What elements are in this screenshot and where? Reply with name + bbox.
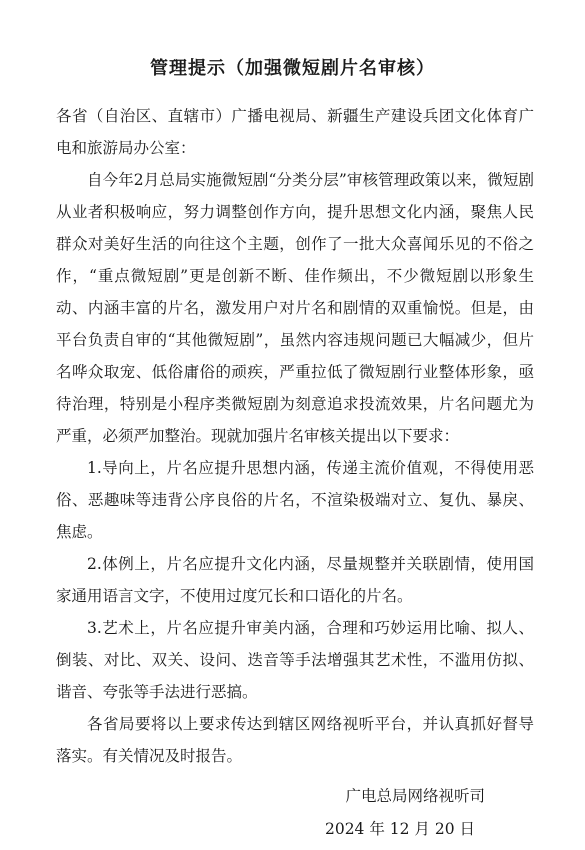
paragraph-requirement-3: 3.艺术上，片名应提升审美内涵，合理和巧妙运用比喻、拟人、倒装、对比、双关、设问、迭音等手法增强其艺术性，不滥用仿拟、谐音、夸张等手法进行恶搞。 bbox=[56, 619, 534, 701]
paragraph-closing: 各省局要将以上要求传达到辖区网络视听平台，并认真抓好督导落实。有关情况及时报告。 bbox=[56, 715, 534, 765]
paragraph-requirement-1: 1.导向上，片名应提升思想内涵，传递主流价值观，不得使用恶俗、恶趣味等违背公序良俗的片名，不渲染极端对立、复仇、暴戾、焦虑。 bbox=[56, 459, 534, 541]
paragraph-requirement-2: 2.体例上，片名应提升文化内涵，尽量规整并关联剧情，使用国家通用语言文字，不使用过度冗长和口语化的片名。 bbox=[56, 555, 534, 605]
document-title: 管理提示（加强微短剧片名审核） bbox=[150, 58, 435, 79]
signature: 广电总局网络视听司 bbox=[345, 787, 485, 805]
document-body bbox=[56, 100, 534, 772]
salutation: 各省（自治区、直辖市）广播电视局、新疆生产建设兵团文化体育广电和旅游局办公室： bbox=[56, 107, 534, 157]
issue-date: 2024 年 12 月 20 日 bbox=[324, 820, 475, 838]
paragraph-intro: 自今年2月总局实施微短剧“分类分层”审核管理政策以来，微短剧从业者积极响应，努力调整创作方向，提升思想文化内涵，聚焦人民群众对美好生活的向往这个主题，创作了一批大众喜闻乐见的不俗之作，“重点微短剧”更是创新不断、佳作频出，不少微短剧以形象生动、内涵丰富的片名，激发用户对片名和剧情的双重愉悦。但是，由平台负责自审的“其他微短剧”，虽然内容违规问题已大幅减少，但片名哗众取宠、低俗庸俗的顽疾，严重拉低了微短剧行业整体形象，亟待治理，特别是小程序类微短剧为刻意追求投流效果，片名问题尤为严重，必须严加整治。现就加强片名审核关提出以下要求： bbox=[56, 171, 534, 445]
